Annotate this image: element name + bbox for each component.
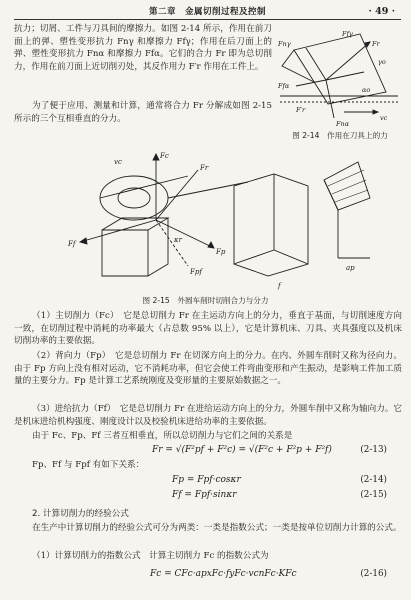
equation-2-16-number: (2-16)	[360, 569, 387, 579]
tool-shank	[102, 230, 148, 276]
label-fna: Fnα	[336, 120, 350, 128]
figure-2-14-caption: 图 2-14 作用在刀具上的力	[292, 131, 388, 140]
label-fr: Fr	[372, 40, 380, 48]
paragraph-feed-force: （3）进给抗力（Ff） 它是总切削力 Fr 在进给运动方向上的分力，外圆车削中又称为轴向力。它是机床进给机构强度、刚度设计以及校验机床进给功率的主要依据。	[14, 404, 402, 427]
label-vc-2: vc	[114, 158, 122, 166]
equation-2-13: Fr = √(F²pf + F²c) = √(F²c + F²p + F²f)	[152, 445, 332, 455]
label-fpf: Fpf	[190, 268, 202, 276]
axis-fpf	[156, 220, 188, 266]
equation-2-14-number: (2-14)	[360, 475, 387, 485]
force-vector-fny	[306, 48, 326, 80]
paragraph-relation: 由于 Fc、Fp、Ff 三者互相垂直，所以总切削力与它们之间的关系是	[32, 431, 293, 441]
equation-2-14: Fp = Fpf·cosκr	[172, 475, 241, 485]
tool-tip-detail	[324, 162, 370, 210]
equation-2-13-number: (2-13)	[360, 445, 387, 455]
equation-2-15-number: (2-15)	[360, 490, 387, 500]
paragraph-forces-on-tool: 抗力；切屑、工件与刀具间的摩擦力。如图 2-14 所示，作用在前刀面上的弹、塑性变形抗力 Fnγ 和摩擦力 Ffγ；作用在后刀面上的弹、塑性变形抗力 Fnα 和摩擦力 Ffα。它们的合力 Fr 即为总切削力，作用在前刀面上近切削刃处，其反作用力 F′r 作用在工件上。	[14, 24, 272, 72]
label-fc: Fc	[160, 152, 169, 160]
label-alpha: αo	[362, 86, 371, 94]
label-fr-prime: F′r	[296, 106, 306, 114]
force-vector-fr	[326, 42, 370, 80]
figure-2-14-diagram	[274, 22, 402, 130]
label-ffy: Ffγ	[342, 30, 353, 38]
right-view-block	[234, 174, 308, 276]
section-heading-empirical-formula: 2. 计算切削力的经验公式	[32, 509, 129, 519]
label-fr-2: Fr	[200, 164, 209, 172]
label-fp: Fp	[216, 248, 226, 256]
force-vector-fna	[326, 80, 334, 118]
paragraph-formula-types: 在生产中计算切削力的经验公式可分为两类：一类是指数公式；一类是按单位切削力计算的公式。	[32, 523, 402, 533]
label-ap: ap	[346, 264, 355, 272]
axis-fp	[156, 220, 214, 248]
label-ff: Ff	[68, 240, 76, 248]
paragraph-main-cutting-force: （1）主切削力（Fc） 它是总切削力 Fr 在主运动方向上的分力，垂直于基面，与切削速度方向一致，在切削过程中消耗的功率最大（占总数 95% 以上），它是计算机床、刀具、夹具强度以及机床切削功率的主要依据。	[14, 311, 402, 347]
label-fny: Fnγ	[278, 40, 291, 48]
label-f: f	[278, 282, 281, 290]
paragraph-back-force: （2）背向力（Fp） 它是总切削力 Fr 在切深方向上的分力。在内、外圆车削时又称为径向力。由于 Fp 方向上没有相对运动，它不消耗功率，但它会使工件弯曲变形和产生振动，是影响工件加工质量的主要分力。Fp 是计算工艺系统刚度及变形量的主要原始数据之一。	[14, 351, 402, 387]
label-ffa: Ffα	[278, 82, 290, 90]
figure-2-15-diagram	[38, 146, 378, 294]
figure-2-15-caption: 图 2-15 外圆车削时切削合力与分力	[142, 296, 269, 305]
page-number: · 49 ·	[368, 6, 395, 17]
running-header	[14, 6, 401, 20]
paragraph-fp-ff-relation: Fp、Ff 与 Fpf 有如下关系：	[32, 460, 145, 470]
label-kappa: κr	[174, 236, 182, 244]
axis-fr	[156, 170, 198, 220]
chip-outline	[282, 50, 314, 82]
label-gamma: γo	[378, 58, 386, 66]
axis-ff	[80, 220, 156, 242]
chapter-title: 第二章 金属切削过程及控制	[148, 7, 266, 17]
equation-2-15: Ff = Fpf·sinκr	[172, 490, 237, 500]
label-vc: vc	[380, 114, 388, 122]
equation-2-16: Fc = CFc·apxFc·fyFc·vcnFc·KFc	[150, 569, 297, 579]
workpiece-end	[100, 176, 168, 220]
subheading-exponential-formula: （1）计算切削力的指数公式 计算主切削力 Fc 的指数公式为	[32, 551, 269, 561]
paragraph-decompose: 为了便于应用、测量和计算，通常将合力 Fr 分解成如图 2-15 所示的三个互相垂直的分力。	[14, 101, 272, 124]
force-vector-ffy	[326, 72, 364, 80]
